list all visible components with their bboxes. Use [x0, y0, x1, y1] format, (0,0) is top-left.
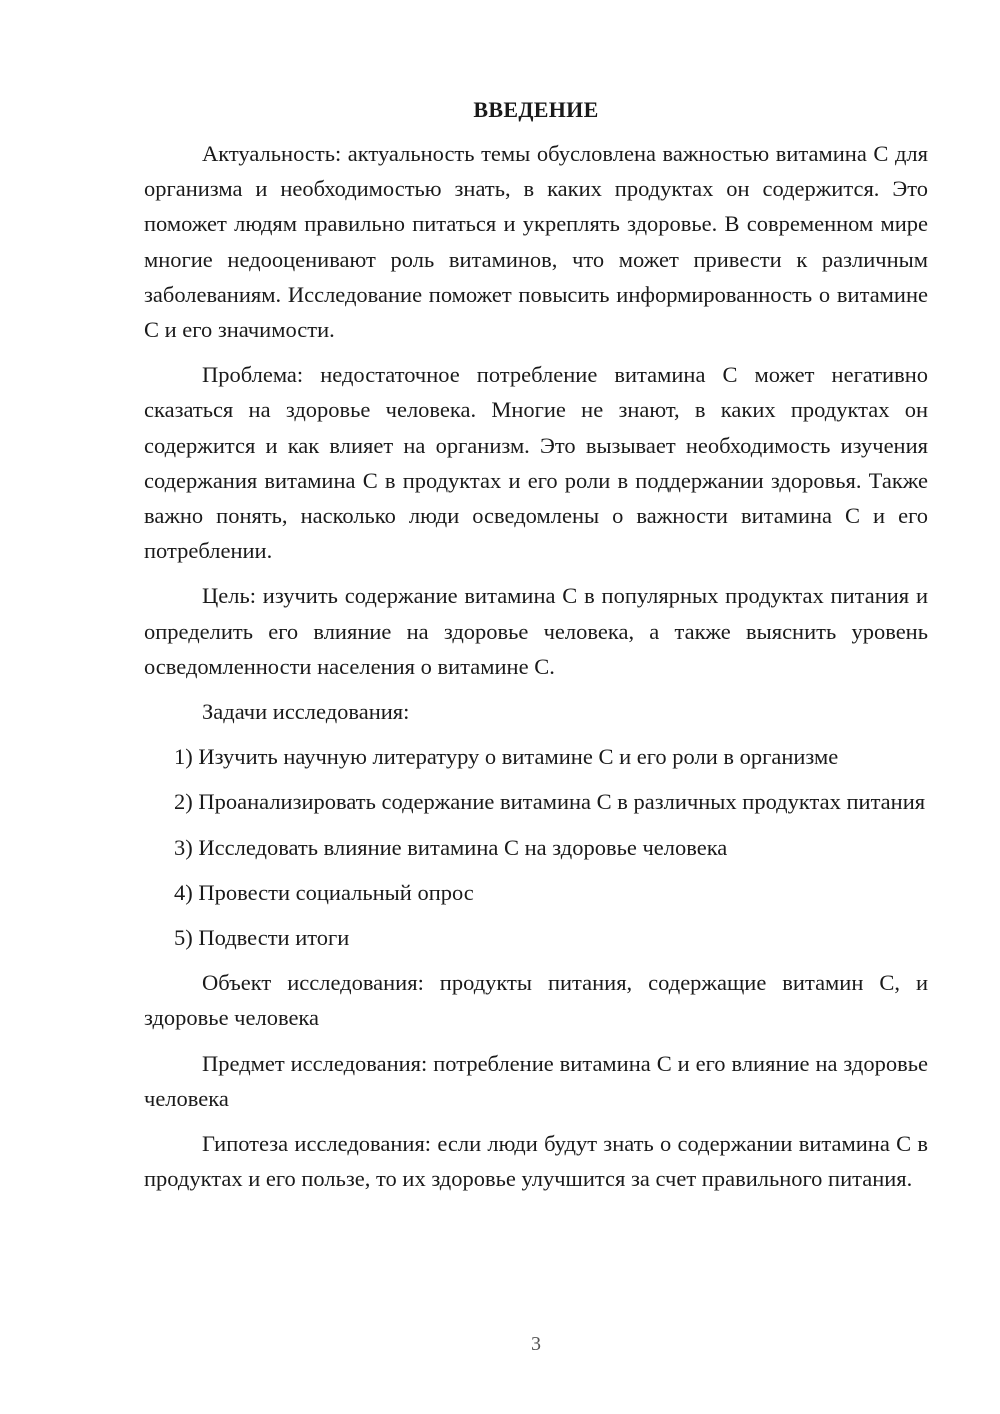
task-item-3: 3) Исследовать влияние витамина С на здоровье человека	[174, 834, 728, 860]
document-page	[144, 94, 928, 1206]
page-title: ВВЕДЕНИЕ	[473, 97, 599, 122]
subject-paragraph: Предмет исследования: потребление витамина С и его влияние на здоровье человека	[144, 1050, 928, 1111]
page-number: 3	[531, 1333, 541, 1355]
task-item-4: 4) Провести социальный опрос	[174, 879, 474, 905]
object-paragraph: Объект исследования: продукты питания, содержащие витамин С, и здоровье человека	[144, 970, 928, 1031]
tasks-heading: Задачи исследования:	[202, 699, 410, 725]
task-item-5: 5) Подвести итоги	[174, 925, 350, 951]
hypothesis-paragraph: Гипотеза исследования: если люди будут знать о содержании витамина С в продуктах и его пользе, то их здоровье улучшится за счет правильного питания.	[144, 1131, 928, 1192]
problem-paragraph: Проблема: недостаточное потребление витамина С может негативно сказаться на здоровье человека. Многие не знают, в каких продуктах он содержится и как влияет на организм. Это вызывает необходимость изучения содержания витамина С в продуктах и его роли в поддержании здоровья. Также важно понять, насколько люди осведомлены о важности витамина С и его потреблении.	[144, 362, 928, 564]
relevance-paragraph: Актуальность: актуальность темы обусловлена важностью витамина С для организма и необходимостью знать, в каких продуктах он содержится. Это поможет людям правильно питаться и укреплять здоровье. В современном мире многие недооценивают роль витаминов, что может привести к различным заболеваниям. Исследование поможет повысить информированность о витамине С и его значимости.	[144, 141, 928, 343]
task-item-2: 2) Проанализировать содержание витамина С в различных продуктах питания	[174, 789, 926, 815]
task-item-1: 1) Изучить научную литературу о витамине С и его роли в организме	[174, 744, 839, 770]
goal-paragraph: Цель: изучить содержание витамина С в популярных продуктах питания и определить его влияние на здоровье человека, а также выяснить уровень осведомленности населения о витамине С.	[144, 583, 928, 679]
